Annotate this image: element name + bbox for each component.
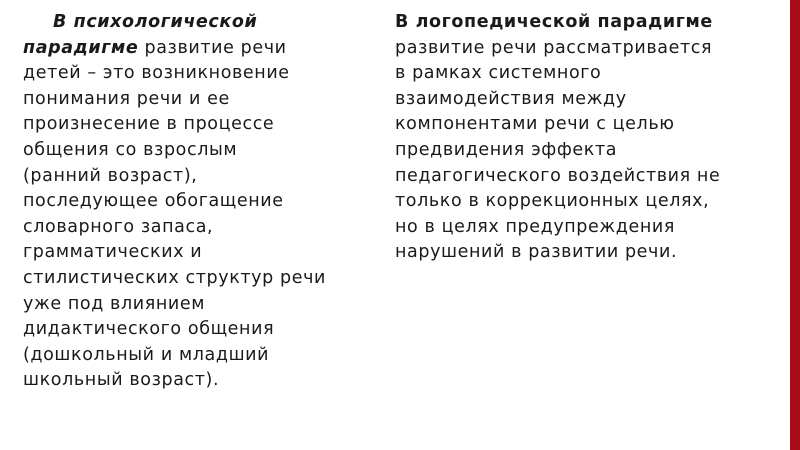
left-text-line: школьный возраст). [23,370,220,391]
left-text-line: уже под влиянием [23,293,206,314]
left-heading-emphasis: парадигме [23,37,139,58]
left-text-line: понимания речи и ее [23,88,230,109]
accent-bar [790,0,800,450]
right-text-line: компонентами речи с целью [395,114,675,135]
left-text-line: стилистических структур речи [23,267,326,288]
left-text-line: дидактического общения [23,319,275,340]
right-text-line: взаимодействия между [395,88,627,109]
right-text-line: предвидения эффекта [395,139,618,160]
right-text-line: педагогического воздействия не [395,165,721,186]
psychological-paradigm-text [23,10,403,394]
right-text-line: но в целях предупреждения [395,216,675,237]
left-text-segment: развитие речи [138,37,287,58]
left-line-2 [23,36,403,62]
right-heading: В логопедической парадигме [395,12,713,32]
left-text-line: словарного запаса, [23,216,214,237]
right-text-line: только в коррекционных целях, [395,191,710,212]
right-text-line: в рамках системного [395,63,602,84]
left-text-line: последующее обогащение [23,191,284,212]
right-text-line: нарушений в развитии речи. [395,242,678,263]
right-text-line: развитие речи рассматривается [395,37,713,58]
left-text-line: (ранний возраст), [23,165,198,186]
logopedic-paradigm-text [395,10,790,266]
left-text-line: произнесение в процессе [23,114,275,135]
left-text-line: детей – это возникновение [23,63,290,84]
left-heading-line: В психологической [53,12,258,32]
left-text-line: общения со взрослым [23,139,238,160]
left-text-line: грамматических и [23,242,203,263]
left-text-line: (дошкольный и младший [23,344,270,365]
